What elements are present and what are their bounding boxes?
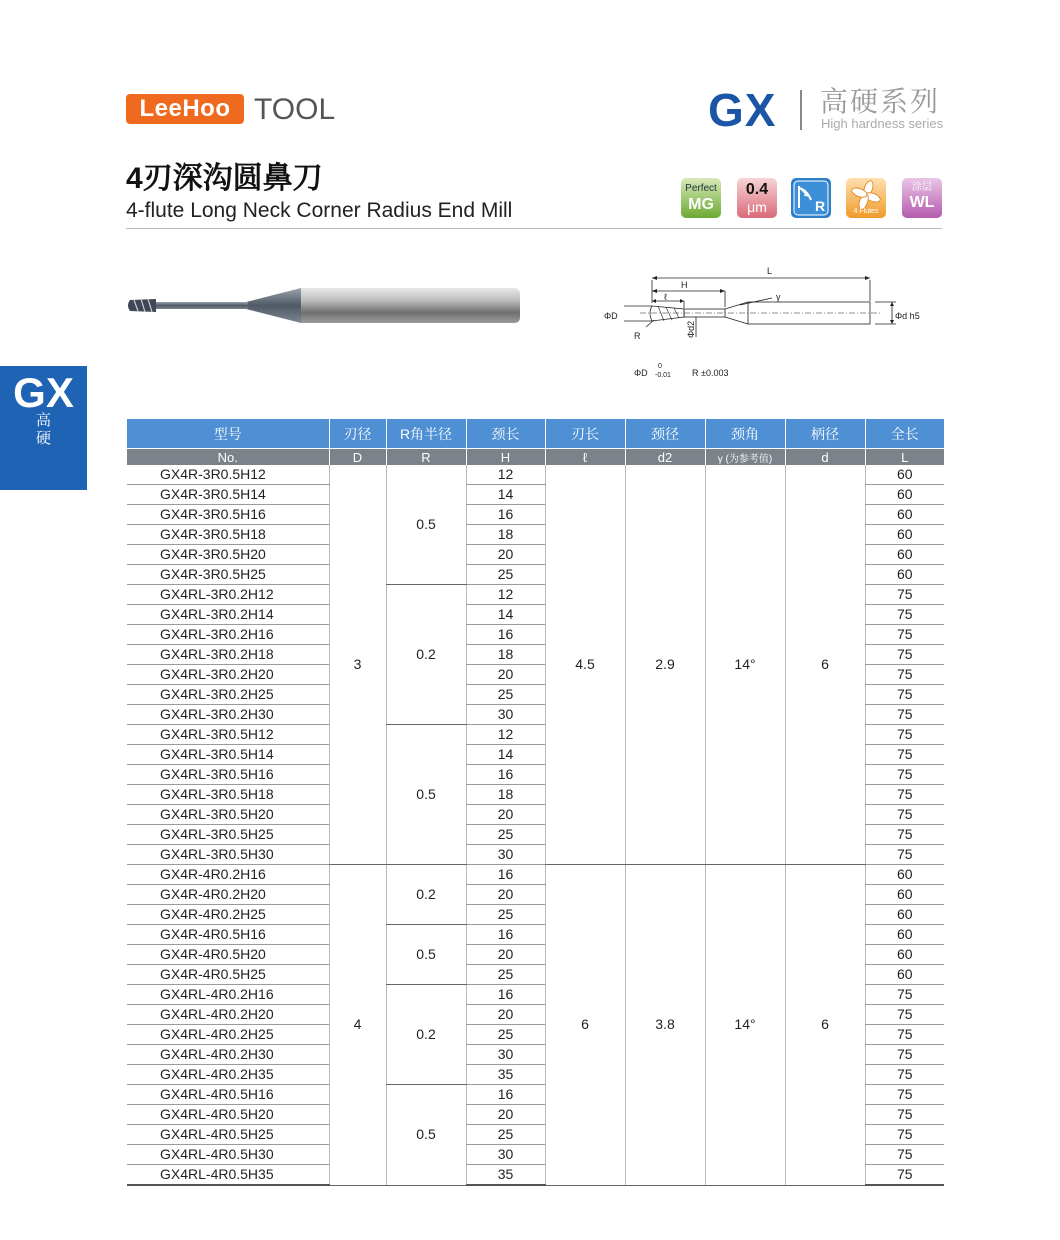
series-code: GX <box>708 84 777 136</box>
neck-length-value: 30 <box>466 705 545 725</box>
overall-length-value: 60 <box>865 525 944 545</box>
model-number: GX4R-4R0.5H16 <box>127 925 329 945</box>
flute-length-value: 4.5 <box>545 465 625 865</box>
neck-length-value: 35 <box>466 1165 545 1186</box>
dim-label-L: L <box>767 266 773 276</box>
neck-length-value: 25 <box>466 905 545 925</box>
neck-length-value: 18 <box>466 525 545 545</box>
col-header-flute-length: 刃长 <box>545 419 625 449</box>
series-name-cn: 高硬系列 <box>820 86 941 117</box>
model-number: GX4RL-3R0.5H14 <box>127 745 329 765</box>
overall-length-value: 60 <box>865 465 944 485</box>
overall-length-value: 75 <box>865 1045 944 1065</box>
neck-length-value: 18 <box>466 785 545 805</box>
flute-length-value: 6 <box>545 865 625 1186</box>
series-side-tab <box>0 366 87 490</box>
col-symbol-L: L <box>865 449 944 466</box>
overall-length-value: 75 <box>865 705 944 725</box>
neck-length-value: 16 <box>466 625 545 645</box>
neck-length-value: 14 <box>466 605 545 625</box>
dim-label-d2: Φd2 <box>686 320 696 338</box>
neck-angle-value: 14° <box>705 465 785 865</box>
title-divider <box>126 228 942 229</box>
neck-length-value: 25 <box>466 1025 545 1045</box>
model-number: GX4R-3R0.5H14 <box>127 485 329 505</box>
side-tab-code: GX <box>13 369 74 416</box>
col-symbol-R: R <box>386 449 466 466</box>
overall-length-value: 60 <box>865 545 944 565</box>
neck-length-value: 16 <box>466 765 545 785</box>
col-symbol-l: ℓ <box>545 449 625 466</box>
neck-diameter-value: 2.9 <box>625 465 705 865</box>
tolerance-D-upper: 0 <box>658 363 662 370</box>
spec-table <box>127 419 944 1186</box>
spec-table-body <box>127 465 944 1185</box>
col-header-overall-length: 全长 <box>865 419 944 449</box>
model-number: GX4R-4R0.5H25 <box>127 965 329 985</box>
model-number: GX4RL-3R0.5H16 <box>127 765 329 785</box>
col-symbol-D: D <box>329 449 386 466</box>
neck-length-value: 30 <box>466 1045 545 1065</box>
overall-length-value: 75 <box>865 665 944 685</box>
model-number: GX4R-3R0.5H25 <box>127 565 329 585</box>
neck-length-value: 25 <box>466 965 545 985</box>
four-flutes-badge <box>846 178 886 218</box>
overall-length-value: 75 <box>865 1165 944 1186</box>
model-number: GX4RL-4R0.5H30 <box>127 1145 329 1165</box>
brand-suffix: TOOL <box>254 93 336 126</box>
overall-length-value: 75 <box>865 1025 944 1045</box>
model-number: GX4RL-3R0.5H25 <box>127 825 329 845</box>
neck-length-value: 20 <box>466 945 545 965</box>
model-number: GX4RL-4R0.2H25 <box>127 1025 329 1045</box>
corner-radius-value: 0.5 <box>386 925 466 985</box>
overall-length-value: 60 <box>865 485 944 505</box>
col-symbol-H: H <box>466 449 545 466</box>
series-name-en: High hardness series <box>821 116 944 131</box>
col-symbol-gamma: γ (为参考值) <box>705 449 785 466</box>
corner-radius-value: 0.5 <box>386 725 466 865</box>
product-title-cn: 4刃深沟圆鼻刀 <box>126 162 323 195</box>
model-number: GX4R-3R0.5H12 <box>127 465 329 485</box>
technical-drawing <box>600 265 930 385</box>
model-number: GX4RL-3R0.2H25 <box>127 685 329 705</box>
neck-length-value: 12 <box>466 585 545 605</box>
badge-line2: 4 Flutes <box>853 208 879 215</box>
grain-size-badge <box>737 178 777 218</box>
model-number: GX4RL-3R0.5H18 <box>127 785 329 805</box>
neck-length-value: 20 <box>466 545 545 565</box>
badge-line2: MG <box>688 196 714 213</box>
overall-length-value: 60 <box>865 905 944 925</box>
model-number: GX4R-4R0.2H16 <box>127 865 329 885</box>
overall-length-value: 75 <box>865 645 944 665</box>
model-number: GX4R-4R0.2H25 <box>127 905 329 925</box>
end-mill-photo <box>126 280 521 330</box>
product-title-en: 4-flute Long Neck Corner Radius End Mill <box>126 199 513 222</box>
overall-length-value: 75 <box>865 985 944 1005</box>
neck-length-value: 16 <box>466 865 545 885</box>
overall-length-value: 75 <box>865 765 944 785</box>
neck-length-value: 30 <box>466 1145 545 1165</box>
model-number: GX4RL-3R0.2H30 <box>127 705 329 725</box>
model-number: GX4RL-4R0.2H30 <box>127 1045 329 1065</box>
model-number: GX4R-4R0.5H20 <box>127 945 329 965</box>
badge-line2: R <box>815 198 826 214</box>
col-header-model: 型号 <box>127 419 329 449</box>
overall-length-value: 60 <box>865 925 944 945</box>
model-number: GX4RL-3R0.5H12 <box>127 725 329 745</box>
shank-diameter-value: 6 <box>785 465 865 865</box>
neck-length-value: 16 <box>466 1085 545 1105</box>
corner-radius-value: 0.2 <box>386 585 466 725</box>
overall-length-value: 60 <box>865 885 944 905</box>
brand-logo: LeeHoo <box>126 94 244 124</box>
model-number: GX4RL-4R0.5H20 <box>127 1105 329 1125</box>
model-number: GX4RL-3R0.2H12 <box>127 585 329 605</box>
col-symbol-no: No. <box>127 449 329 466</box>
corner-radius-badge <box>791 178 831 218</box>
overall-length-value: 75 <box>865 825 944 845</box>
col-header-neck-length: 颈长 <box>466 419 545 449</box>
neck-length-value: 20 <box>466 1005 545 1025</box>
overall-length-value: 60 <box>865 945 944 965</box>
model-number: GX4RL-3R0.2H14 <box>127 605 329 625</box>
corner-radius-value: 0.5 <box>386 465 466 585</box>
dim-label-dh5: Φd h5 <box>895 311 920 321</box>
neck-length-value: 18 <box>466 645 545 665</box>
neck-length-value: 12 <box>466 465 545 485</box>
dim-label-gamma: γ <box>776 292 781 302</box>
overall-length-value: 75 <box>865 585 944 605</box>
neck-length-value: 20 <box>466 665 545 685</box>
neck-length-value: 25 <box>466 1125 545 1145</box>
model-number: GX4R-4R0.2H20 <box>127 885 329 905</box>
overall-length-value: 60 <box>865 865 944 885</box>
model-number: GX4RL-3R0.2H20 <box>127 665 329 685</box>
col-header-neck-diameter: 颈径 <box>625 419 705 449</box>
col-header-corner-radius: R角半径 <box>386 419 466 449</box>
dim-label-R: R <box>634 331 641 341</box>
overall-length-value: 75 <box>865 625 944 645</box>
overall-length-value: 75 <box>865 1145 944 1165</box>
table-row <box>127 465 944 485</box>
dim-label-phiD: ΦD <box>604 311 618 321</box>
tolerance-R: R ±0.003 <box>692 368 729 378</box>
model-number: GX4RL-3R0.2H18 <box>127 645 329 665</box>
neck-length-value: 25 <box>466 565 545 585</box>
neck-length-value: 20 <box>466 1105 545 1125</box>
header-row-symbols <box>127 449 944 466</box>
neck-length-value: 14 <box>466 485 545 505</box>
corner-radius-value: 0.2 <box>386 985 466 1085</box>
header-row-cn <box>127 419 944 449</box>
corner-radius-value: 0.5 <box>386 1085 466 1186</box>
overall-length-value: 75 <box>865 1105 944 1125</box>
overall-length-value: 75 <box>865 1125 944 1145</box>
model-number: GX4RL-4R0.5H25 <box>127 1125 329 1145</box>
series-divider <box>800 90 802 130</box>
overall-length-value: 75 <box>865 1085 944 1105</box>
overall-length-value: 75 <box>865 605 944 625</box>
col-header-shank-diameter: 柄径 <box>785 419 865 449</box>
model-number: GX4R-3R0.5H20 <box>127 545 329 565</box>
col-symbol-d2: d2 <box>625 449 705 466</box>
side-tab-cn2: 硬 <box>35 430 51 447</box>
tolerance-D-lower: -0.01 <box>655 372 671 379</box>
model-number: GX4RL-4R0.2H16 <box>127 985 329 1005</box>
badge-line2: WL <box>909 194 935 211</box>
neck-length-value: 25 <box>466 825 545 845</box>
overall-length-value: 75 <box>865 785 944 805</box>
model-number: GX4RL-3R0.2H16 <box>127 625 329 645</box>
diameter-value: 3 <box>329 465 386 865</box>
neck-length-value: 20 <box>466 805 545 825</box>
neck-diameter-value: 3.8 <box>625 865 705 1186</box>
overall-length-value: 75 <box>865 745 944 765</box>
neck-length-value: 25 <box>466 685 545 705</box>
diameter-value: 4 <box>329 865 386 1186</box>
coating-wl-badge <box>902 178 942 218</box>
overall-length-value: 75 <box>865 845 944 865</box>
model-number: GX4RL-4R0.2H35 <box>127 1065 329 1085</box>
badge-line1: 0.4 <box>745 181 769 198</box>
dim-label-H: H <box>681 280 688 290</box>
overall-length-value: 75 <box>865 685 944 705</box>
neck-length-value: 30 <box>466 845 545 865</box>
dim-label-l: ℓ <box>664 292 667 302</box>
neck-length-value: 14 <box>466 745 545 765</box>
model-number: GX4RL-3R0.5H20 <box>127 805 329 825</box>
overall-length-value: 60 <box>865 505 944 525</box>
neck-length-value: 16 <box>466 925 545 945</box>
shank-diameter-value: 6 <box>785 865 865 1186</box>
neck-length-value: 35 <box>466 1065 545 1085</box>
overall-length-value: 60 <box>865 565 944 585</box>
model-number: GX4RL-4R0.5H35 <box>127 1165 329 1186</box>
overall-length-value: 75 <box>865 725 944 745</box>
side-tab-cn1: 高 <box>35 412 51 429</box>
overall-length-value: 75 <box>865 805 944 825</box>
overall-length-value: 75 <box>865 1005 944 1025</box>
model-number: GX4R-3R0.5H18 <box>127 525 329 545</box>
model-number: GX4R-3R0.5H16 <box>127 505 329 525</box>
model-number: GX4RL-4R0.2H20 <box>127 1005 329 1025</box>
badge-line2: μm <box>747 199 767 215</box>
overall-length-value: 75 <box>865 1065 944 1085</box>
corner-radius-value: 0.2 <box>386 865 466 925</box>
neck-angle-value: 14° <box>705 865 785 1186</box>
neck-length-value: 16 <box>466 505 545 525</box>
badge-line1: 涂层 <box>912 182 932 193</box>
model-number: GX4RL-3R0.5H30 <box>127 845 329 865</box>
neck-length-value: 12 <box>466 725 545 745</box>
overall-length-value: 60 <box>865 965 944 985</box>
tolerance-D-label: ΦD <box>634 368 648 378</box>
neck-length-value: 20 <box>466 885 545 905</box>
perfect-mg-badge <box>681 178 721 218</box>
table-row <box>127 865 944 885</box>
neck-length-value: 16 <box>466 985 545 1005</box>
badge-line1: Perfect <box>685 183 717 194</box>
col-header-diameter: 刃径 <box>329 419 386 449</box>
model-number: GX4RL-4R0.5H16 <box>127 1085 329 1105</box>
col-symbol-d: d <box>785 449 865 466</box>
col-header-neck-angle: 颈角 <box>705 419 785 449</box>
